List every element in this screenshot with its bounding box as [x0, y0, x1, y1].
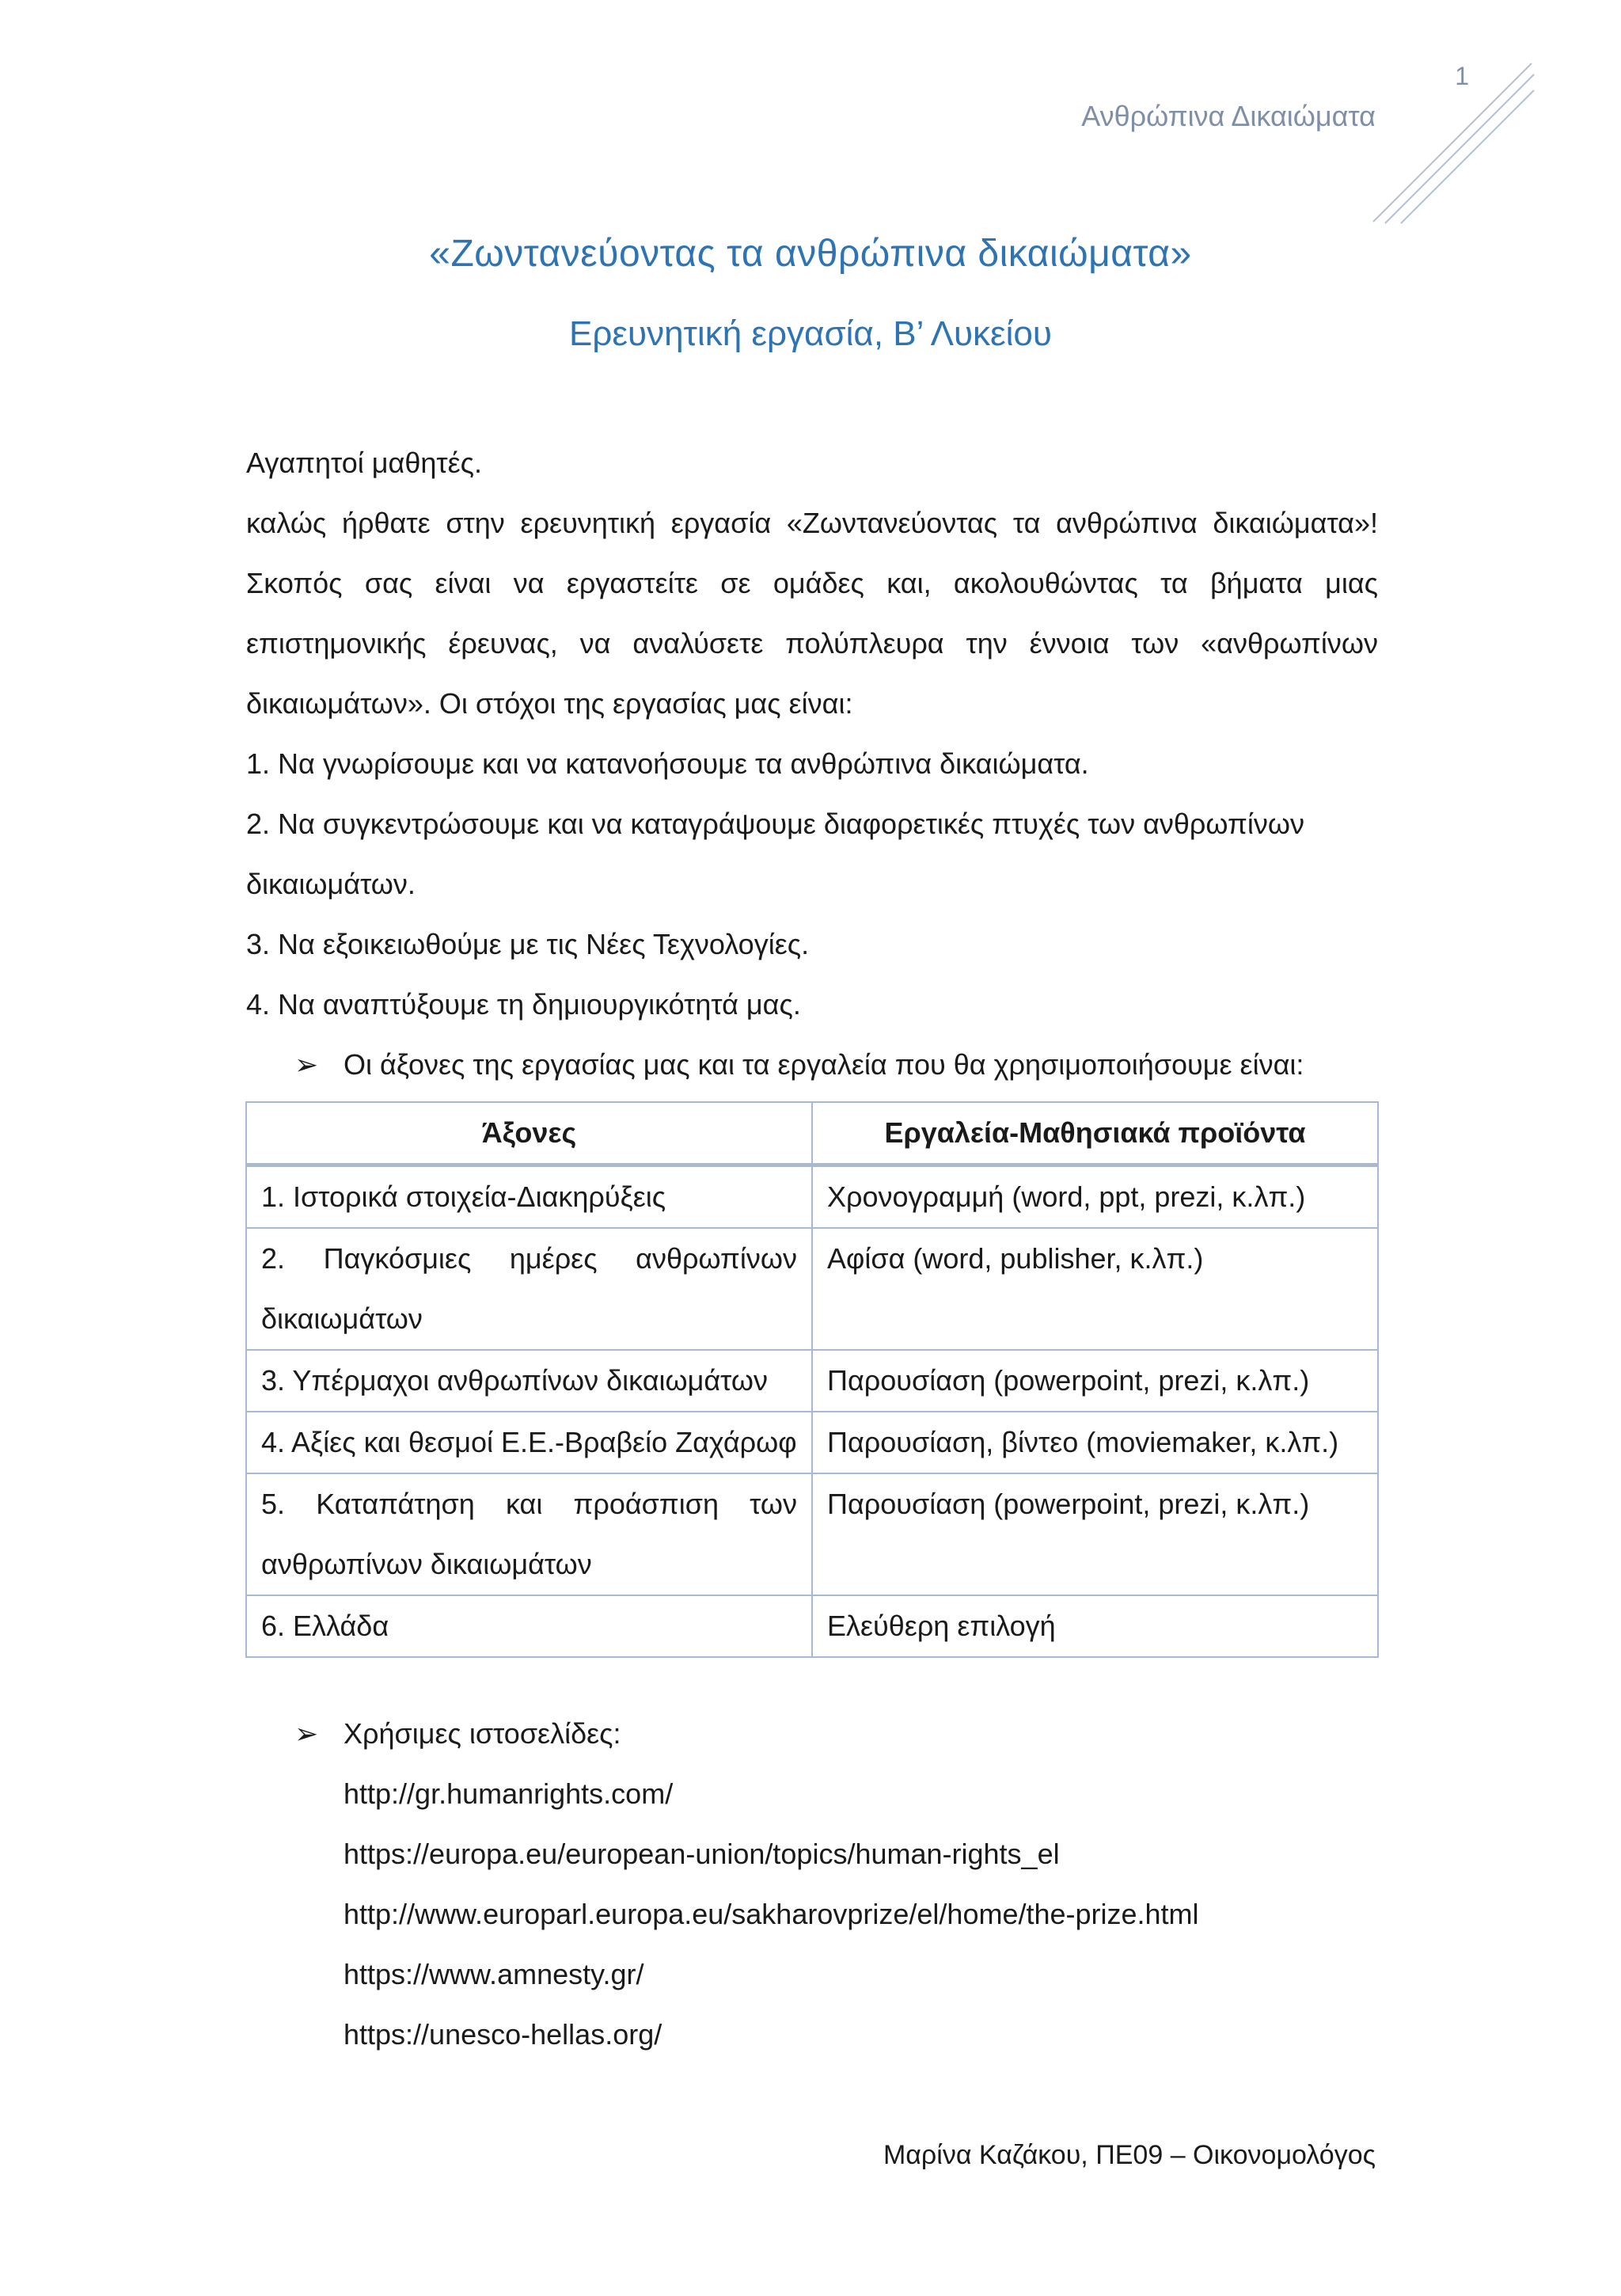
table-cell-tool: Ελεύθερη επιλογή — [812, 1595, 1378, 1657]
table-cell-tool: Παρουσίαση (powerpoint, prezi, κ.λπ.) — [812, 1350, 1378, 1412]
bullet-axes-text: Οι άξονες της εργασίας μας και τα εργαλεία που θα χρησιμοποιήσουμε είναι: — [344, 1048, 1304, 1081]
table-row — [246, 1350, 1378, 1412]
table-cell-axis: 6. Ελλάδα — [246, 1595, 812, 1657]
greeting: Αγαπητοί μαθητές. — [246, 447, 482, 479]
document-title: «Ζωντανεύοντας τα ανθρώπινα δικαιώματα» — [429, 233, 1192, 275]
table-cell-axis: 4. Αξίες και θεσμοί Ε.Ε.-Βραβείο Ζαχάρωφ — [246, 1412, 812, 1473]
bullet-links-text: Χρήσιμες ιστοσελίδες: — [344, 1717, 621, 1750]
table-cell-axis: 3. Υπέρμαχοι ανθρωπίνων δικαιωμάτων — [246, 1350, 812, 1412]
link-item[interactable]: https://unesco-hellas.org/ — [344, 2018, 662, 2051]
axes-table — [245, 1101, 1379, 1658]
bullet-axes — [294, 1035, 1304, 1095]
table-cell-tool: Χρονογραμμή (word, ppt, prezi, κ.λπ.) — [812, 1165, 1378, 1229]
link-item[interactable]: https://www.amnesty.gr/ — [344, 1958, 644, 1990]
bullet-links — [294, 1704, 621, 1764]
footer-author: Μαρίνα Καζάκου, ΠΕ09 – Οικονομολόγος — [883, 2140, 1376, 2170]
table-cell-axis: 5. Καταπάτηση και προάσπιση των ανθρωπίνων δικαιωμάτων — [246, 1473, 812, 1595]
goal-item: 3. Να εξοικειωθούμε με τις Νέες Τεχνολογίες. — [246, 928, 810, 960]
table-row — [246, 1165, 1378, 1229]
page-number: 1 — [1455, 62, 1469, 90]
column-header-axes: Άξονες — [246, 1102, 812, 1165]
header-corner-decoration — [1369, 55, 1536, 230]
table-row — [246, 1412, 1378, 1473]
table-cell-axis: 2. Παγκόσμιες ημέρες ανθρωπίνων δικαιωμάτων — [246, 1228, 812, 1350]
table-row — [246, 1473, 1378, 1595]
column-header-tools: Εργαλεία-Μαθησιακά προϊόντα — [812, 1102, 1378, 1165]
link-item[interactable]: http://gr.humanrights.com/ — [344, 1777, 674, 1810]
table-cell-tool: Παρουσίαση, βίντεο (moviemaker, κ.λπ.) — [812, 1412, 1378, 1473]
link-item[interactable]: https://europa.eu/european-union/topics/human-rights_el — [344, 1838, 1060, 1870]
link-item[interactable]: http://www.europarl.europa.eu/sakharovprize/el/home/the-prize.html — [344, 1898, 1199, 1930]
table-cell-tool: Αφίσα (word, publisher, κ.λπ.) — [812, 1228, 1378, 1350]
goal-item: 4. Να αναπτύξουμε τη δημιουργικότητά μας. — [246, 988, 801, 1021]
links-list — [344, 1764, 1199, 2065]
table-header-row — [246, 1102, 1378, 1165]
table-row — [246, 1595, 1378, 1657]
table-row — [246, 1228, 1378, 1350]
table-cell-tool: Παρουσίαση (powerpoint, prezi, κ.λπ.) — [812, 1473, 1378, 1595]
table-cell-axis: 1. Ιστορικά στοιχεία-Διακηρύξεις — [246, 1165, 812, 1229]
intro-paragraph: καλώς ήρθατε στην ερευνητική εργασία «Ζωντανεύοντας τα ανθρώπινα δικαιώματα»! Σκοπός σας είναι να εργαστείτε σε ομάδες και, ακολουθώντας τα βήματα μιας επιστημονικής έρευνας, να αναλύσετε πολύπλευρα την έννοια των «ανθρωπίνων δικαιωμάτων». Οι στόχοι της εργασίας μας είναι: — [246, 507, 1378, 720]
running-header: Ανθρώπινα Δικαιώματα — [1081, 100, 1376, 132]
goal-item: 1. Να γνωρίσουμε και να κατανοήσουμε τα ανθρώπινα δικαιώματα. — [246, 747, 1089, 780]
document-subtitle: Ερευνητική εργασία, Β’ Λυκείου — [569, 314, 1052, 353]
goal-item: 2. Να συγκεντρώσουμε και να καταγράψουμε διαφορετικές πτυχές των ανθρωπίνων δικαιωμάτων. — [246, 808, 1304, 900]
arrow-bullet-icon: ➢ — [294, 1048, 319, 1081]
arrow-bullet-icon: ➢ — [294, 1717, 319, 1750]
